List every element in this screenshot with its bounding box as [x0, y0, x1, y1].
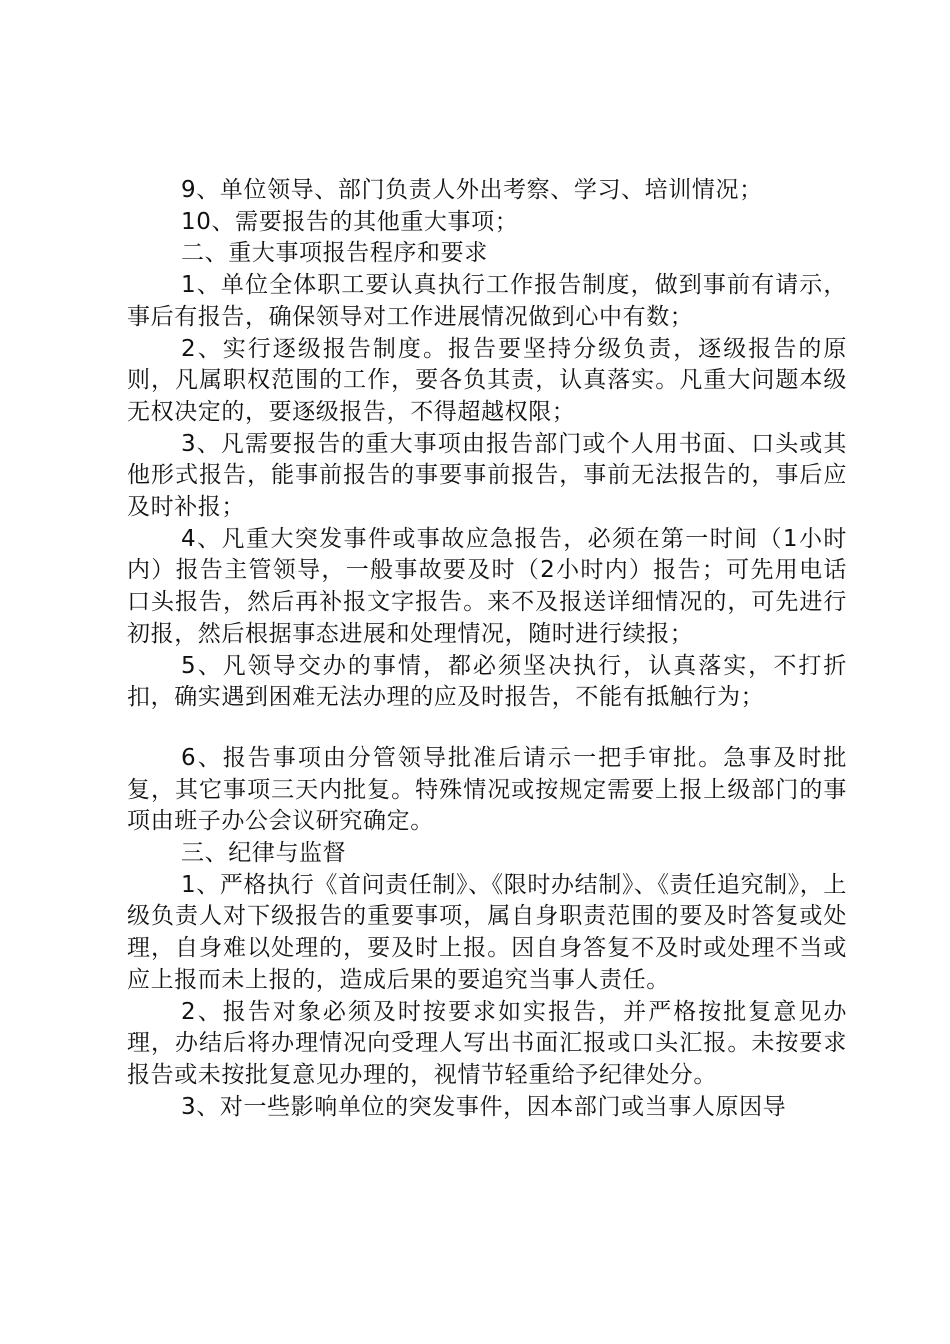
- document-body: [127, 175, 847, 1123]
- list-item: 1、严格执行《首问责任制》、《限时办结制》、《责任追究制》，上级负责人对下级报告的重要事项，属自身职责范围的要及时答复或处理，自身难以处理的，要及时上报。因自身答复不及时或处理不当或应上报而未上报的，造成后果的要追究当事人责任。: [127, 871, 847, 993]
- section-heading-discipline: 三、纪律与监督: [181, 840, 347, 867]
- list-item: 1、单位全体职工要认真执行工作报告制度，做到事前有请示，事后有报告，确保领导对工作进展情况做到心中有数；: [127, 272, 847, 330]
- list-item: 2、实行逐级报告制度。报告要坚持分级负责，逐级报告的原则，凡属职权范围的工作，要各负其责，认真落实。凡重大问题本级无权决定的，要逐级报告，不得超越权限；: [127, 335, 847, 425]
- list-item: 3、凡需要报告的重大事项由报告部门或个人用书面、口头或其他形式报告，能事前报告的事要事前报告，事前无法报告的，事后应及时补报；: [127, 430, 847, 521]
- section-heading-procedure: 二、重大事项报告程序和要求: [181, 240, 488, 267]
- list-item: 10、需要报告的其他重大事项；: [181, 208, 519, 235]
- list-item: 2、报告对象必须及时按要求如实报告，并严格按批复意见办理，办结后将办理情况向受理人写出书面汇报或口头汇报。未按要求报告或未按批复意见办理的，视情节轻重给予纪律处分。: [127, 998, 847, 1088]
- list-item: 4、凡重大突发事件或事故应急报告，必须在第一时间（1小时内）报告主管领导，一般事故要及时（2小时内）报告；可先用电话口头报告，然后再补报文字报告。来不及报送详细情况的，可先进行初报，然后根据事态进展和处理情况，随时进行续报；: [127, 525, 847, 647]
- paragraph-gap: [127, 714, 847, 743]
- list-item: 9、单位领导、部门负责人外出考察、学习、培训情况；: [181, 177, 763, 203]
- list-item: 5、凡领导交办的事情，都必须坚决执行，认真落实，不打折扣，确实遇到困难无法办理的应及时报告，不能有抵触行为；: [127, 652, 847, 711]
- list-item: 6、报告事项由分管领导批准后请示一把手审批。急事及时批复，其它事项三天内批复。特殊情况或按规定需要上报上级部门的事项由班子办公会议研究确定。: [127, 744, 847, 835]
- list-item: 3、对一些影响单位的突发事件，因本部门或当事人原因导: [181, 1093, 787, 1120]
